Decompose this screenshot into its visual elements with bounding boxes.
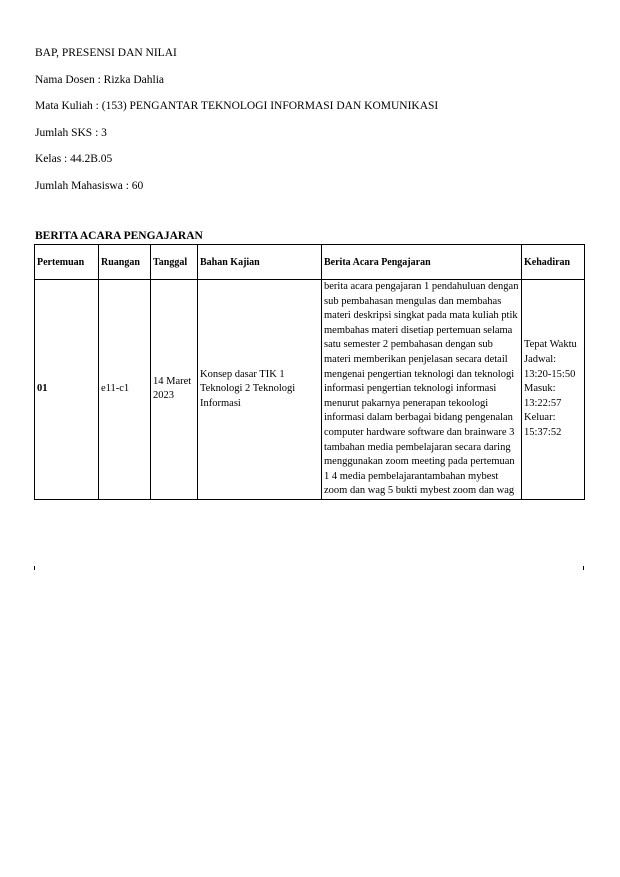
cell-ruangan: e11-c1 [99,280,151,500]
cell-pertemuan: 01 [35,280,99,500]
teaching-report-table [34,244,585,500]
cell-bahan-kajian: Konsep dasar TIK 1 Teknologi 2 Teknologi Informasi [198,280,322,500]
section-title: BERITA ACARA PENGAJARAN [35,230,203,242]
credit-count: Jumlah SKS : 3 [35,127,107,139]
cell-tanggal: 14 Maret 2023 [151,280,198,500]
column-header-berita-acara: Berita Acara Pengajaran [322,245,522,280]
student-count: Jumlah Mahasiswa : 60 [35,180,144,192]
cell-kehadiran: Tepat Waktu Jadwal: 13:20-15:50 Masuk: 13:22:57 Keluar: 15:37:52 [522,280,585,500]
column-header-ruangan: Ruangan [99,245,151,280]
column-header-tanggal: Tanggal [151,245,198,280]
table-continuation [34,566,584,570]
document-title: BAP, PRESENSI DAN NILAI [35,47,177,59]
column-header-bahan-kajian: Bahan Kajian [198,245,322,280]
lecturer-name: Nama Dosen : Rizka Dahlia [35,74,165,86]
cell-berita-acara: berita acara pengajaran 1 pendahuluan dengan sub pembahasan mengulas dan membahas materi deskripsi singkat pada mata kuliah ptik membahas materi disetiap pertemuan selama satu semester 2 pembahasan dengan sub materi memberikan penjelasan secara detail mengenai pengertian teknologi dan teknologi informasi pengertian teknologi informasi menurut pakarnya penerapan tekoologi informasi dalam berbagai bidang pengenalan computer hardware software dan brainware 3 tambahan media pembelajaran secara daring menggunakan zoom meeting pada pertemuan 1 4 media pembelajarantambahan mybest zoom dan wag 5 bukti mybest zoom dan wag [322,280,522,500]
table-header-row [35,245,585,280]
course-name: Mata Kuliah : (153) PENGANTAR TEKNOLOGI INFORMASI DAN KOMUNIKASI [35,100,439,112]
column-header-pertemuan: Pertemuan [35,245,99,280]
column-header-kehadiran: Kehadiran [522,245,585,280]
class-code: Kelas : 44.2B.05 [35,153,113,165]
table-row [35,280,585,500]
